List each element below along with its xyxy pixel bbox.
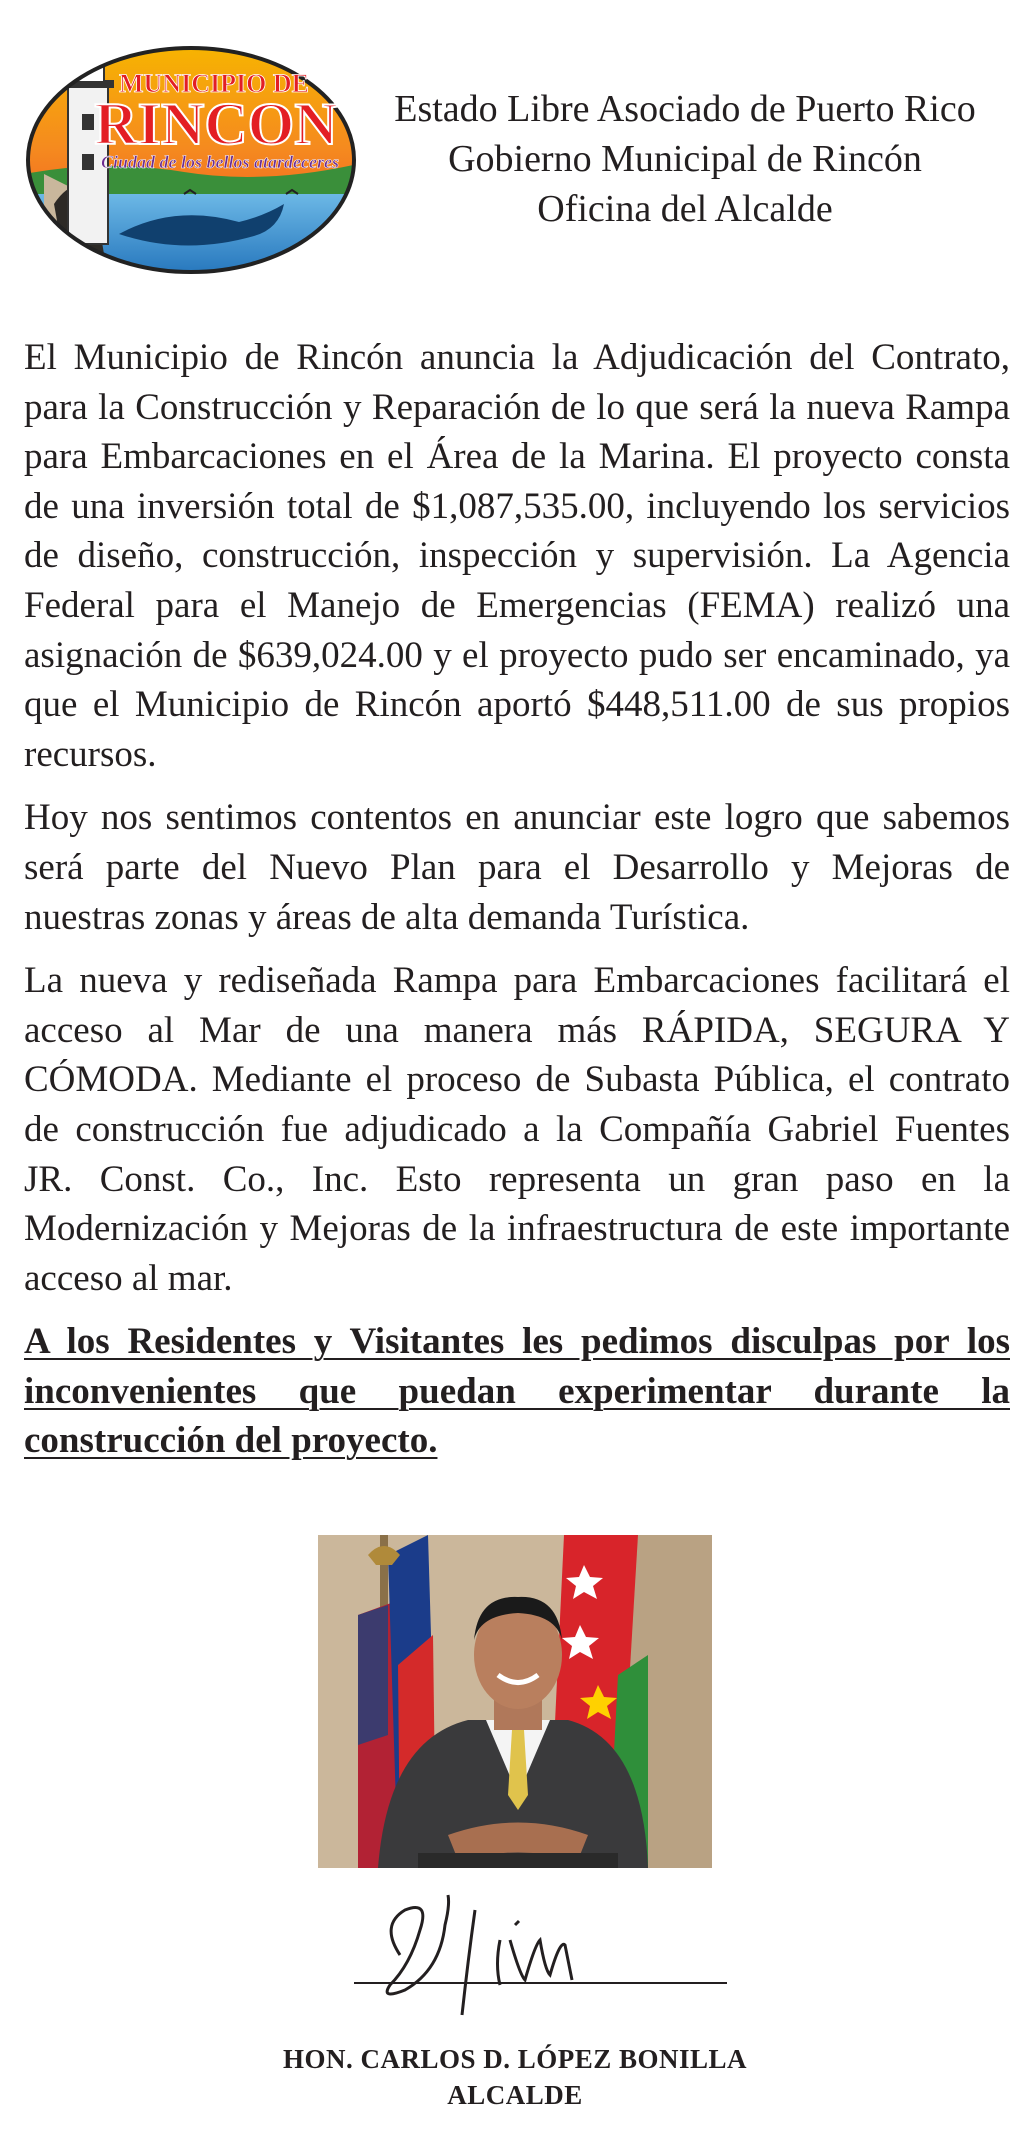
letterhead-text [355,84,1015,234]
header-line-government: Estado Libre Asociado de Puerto Rico [394,88,976,130]
signatory-title: ALCALDE [447,2080,583,2110]
paragraph-contract-award: El Municipio de Rincón anuncia la Adjudicación del Contrato, para la Construcción y Reparación de lo que será la nueva Rampa para Embarcaciones en el Área de la Marina. El proyecto consta de una inversión total de $1,087,535.00, incluyendo los servicios de diseño, construcción, inspección y supervisión. La Agencia Federal para el Manejo de Emergencias (FEMA) realizó una asignación de $639,024.00 y el proyecto pudo ser encaminado, ya que el Municipio de Rincón aportó $448,511.00 de sus propios recursos. [24,337,1010,775]
header-line-municipality: Gobierno Municipal de Rincón [448,138,922,180]
mayor-signature [350,1885,730,2035]
logo-top-text: MUNICIPIO DE [119,69,309,98]
paragraph-achievement: Hoy nos sentimos contentos en anunciar este logro que sabemos será parte del Nuevo Plan para el Desarrollo y Mejoras de nuestras zonas y áreas de alta demanda Turística. [24,797,1010,938]
signature-line [354,1982,727,1984]
municipio-rincon-logo [24,44,358,276]
logo-name: RINCON [94,91,338,157]
apology-notice: A los Residentes y Visitantes les pedimos disculpas por los inconvenientes que puedan experimentar durante la construcción del proyecto. [24,1321,1010,1462]
signatory-name: HON. CARLOS D. LÓPEZ BONILLA [282,2044,748,2074]
paragraph-new-ramp: La nueva y rediseñada Rampa para Embarcaciones facilitará el acceso al Mar de una manera más RÁPIDA, SEGURA Y CÓMODA. Mediante el proceso de Subasta Pública, el contrato de construcción fue adjudicado a la Compañía Gabriel Fuentes JR. Const. Co., Inc. Esto representa un gran paso en la Modernización y Mejoras de la infraestructura de este importante acceso al mar. [24,960,1010,1299]
letterhead [0,0,1030,300]
announcement-body [24,333,1010,1480]
logo-motto: Ciudad de los bellos atardeceres [101,152,339,172]
header-line-office: Oficina del Alcalde [537,188,833,230]
mayor-portrait-photo [318,1535,712,1868]
